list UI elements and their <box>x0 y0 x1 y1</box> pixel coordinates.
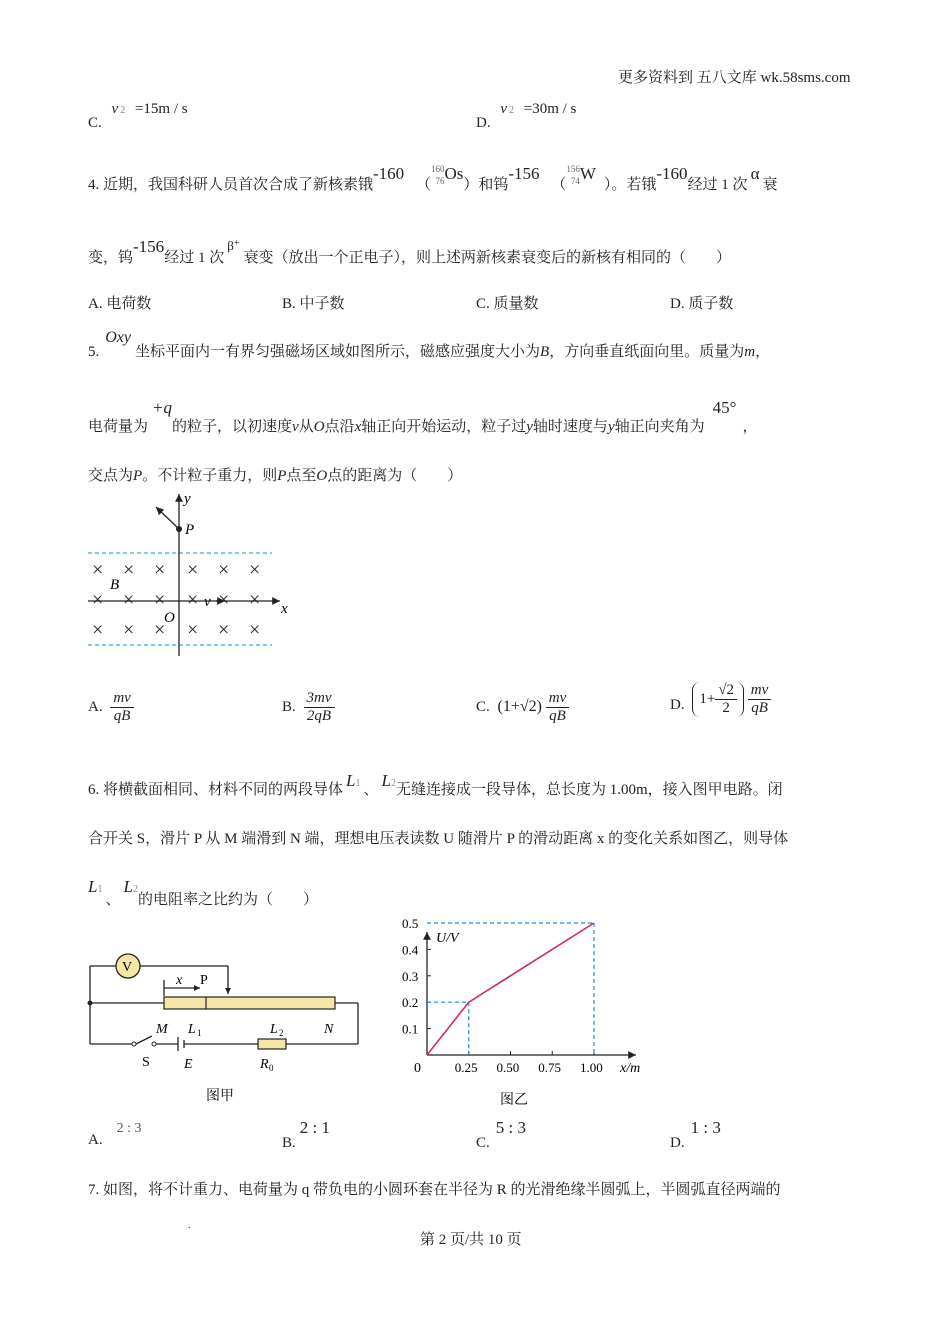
svg-text:M: M <box>156 1022 168 1037</box>
y-tick-label: 0.3 <box>402 968 419 984</box>
q5-line1: 5.Oxy坐标平面内一有界匀强磁场区域如图所示，磁感应强度大小为B，方向垂直纸面向里。质量为m， <box>88 329 771 360</box>
u-axis-label: U/V <box>436 931 459 946</box>
q5-magnetic-field-figure <box>80 488 300 660</box>
q5-option-a: A. $\frac{mv}{qB}$ <box>88 690 134 725</box>
svg-text:N: N <box>324 1022 334 1037</box>
y-tick-label: 0.2 <box>402 995 419 1011</box>
q4-line2: 变，钨-156经过 1 次β+衰变（放出一个正电子），则上述两新核素衰变后的新核有相同的（ ） <box>88 237 731 266</box>
footer-dot: . <box>188 1220 191 1231</box>
svg-text:×: × <box>187 559 199 581</box>
svg-text:V: V <box>122 960 133 975</box>
x-tick-label: 1.00 <box>580 1060 603 1075</box>
circuit-caption: 图甲 <box>206 1089 234 1104</box>
q6-option-b: B.2 : 1 <box>282 1118 330 1151</box>
svg-text:×: × <box>92 619 104 641</box>
header-note: 更多资料到 五八文库 wk.58sms.com <box>618 70 851 86</box>
q4-option-d: D. 质子数 <box>670 296 734 312</box>
q5-option-d: D. 1+ $\frac{√2}{2}$ $\frac{mv}{qB}$ <box>670 682 771 717</box>
x-tick-label: 0.25 <box>454 1060 478 1075</box>
x-axis-label: x <box>281 601 288 617</box>
q6-option-c: C.5 : 3 <box>476 1118 526 1151</box>
svg-text:×: × <box>123 589 135 611</box>
x-tick-label: 0.75 <box>538 1060 561 1075</box>
svg-text:P: P <box>200 973 208 988</box>
v-label: v <box>204 594 211 610</box>
q6-option-a: A.2 : 3 <box>88 1121 142 1148</box>
svg-text:L: L <box>188 1022 196 1037</box>
svg-text:×: × <box>123 559 135 581</box>
svg-text:×: × <box>187 589 199 611</box>
q3-option-d: D. v 2 =30m / s <box>476 101 577 131</box>
p-label: P <box>185 522 195 538</box>
svg-text:×: × <box>249 619 261 641</box>
q6-circuit-figure <box>80 948 370 1108</box>
svg-text:×: × <box>154 589 166 611</box>
svg-text:×: × <box>154 559 166 581</box>
q5-line2: 电荷量为+q的粒子，以初速度v从O点沿x轴正向开始运动，粒子过y轴时速度与y轴正向夹角为45°， <box>88 398 758 435</box>
q6-line1: 6. 将横截面相同、材料不同的两段导体 L1 、 L2无缝连接成一段导体，总长度为 1.00m，接入图甲电路。闭 <box>88 771 783 798</box>
svg-text:×: × <box>123 619 135 641</box>
y-axis-label: y <box>184 491 191 507</box>
svg-text:×: × <box>249 559 261 581</box>
svg-text:×: × <box>218 619 230 641</box>
chart-caption: 图乙 <box>500 1093 528 1108</box>
origin-label: 0 <box>414 1061 421 1076</box>
q6-line3: L1、L2的电阻率之比约为（ ） <box>88 877 318 908</box>
field-crosses <box>92 559 260 641</box>
y-tick-label: 0.1 <box>402 1021 419 1037</box>
svg-text:E: E <box>184 1057 193 1072</box>
origin-label: O <box>164 610 175 626</box>
x-tick-label: 0.50 <box>496 1060 520 1075</box>
footer-page-number: 第 2 页/共 10 页 <box>420 1232 522 1248</box>
svg-text:×: × <box>218 559 230 581</box>
q4-option-a: A. 电荷数 <box>88 296 152 312</box>
svg-text:×: × <box>92 589 104 611</box>
q4-option-c: C. 质量数 <box>476 296 539 312</box>
q6-u-x-chart <box>396 916 662 1110</box>
svg-text:×: × <box>92 559 104 581</box>
q3-option-c: C. v 2 =15m / s <box>88 101 188 131</box>
q6-option-d: D.1 : 3 <box>670 1118 721 1151</box>
q5-option-c: C. (1+√2) $\frac{mv}{qB}$ <box>476 690 569 725</box>
svg-text:×: × <box>249 589 261 611</box>
svg-text:1: 1 <box>197 1028 202 1038</box>
resistor-r0 <box>258 1039 286 1049</box>
svg-text:S: S <box>142 1055 150 1070</box>
svg-text:×: × <box>187 619 199 641</box>
svg-text:L: L <box>270 1022 278 1037</box>
svg-text:R: R <box>260 1057 269 1072</box>
q4-option-b: B. 中子数 <box>282 296 345 312</box>
q7-line1: 7. 如图，将不计重力、电荷量为 q 带负电的小圆环套在半径为 R 的光滑绝缘半圆弧上，半圆弧直径两端的 <box>88 1182 781 1198</box>
q5-option-b: B. $\frac{3mv}{2qB}$ <box>282 690 335 725</box>
svg-text:x: x <box>176 973 183 988</box>
x-axis-label: x/m <box>620 1061 641 1076</box>
y-tick-label: 0.4 <box>402 942 419 958</box>
y-tick-label: 0.5 <box>402 916 419 931</box>
q5-line3: 交点为P。不计粒子重力，则P点至O点的距离为（ ） <box>88 468 463 484</box>
svg-text:0: 0 <box>269 1063 274 1073</box>
svg-text:×: × <box>154 619 166 641</box>
q4-line1: 4. 近期，我国科研人员首次合成了新核素锇-160 （ 160 76 Os）和钨-156 （ 156 74 W）。若锇-160经过 1 次α衰 <box>88 164 778 193</box>
b-label: B <box>110 577 120 593</box>
q6-line2: 合开关 S，滑片 P 从 M 端滑到 N 端，理想电压表读数 U 随滑片 P 的滑动距离 x 的变化关系如图乙，则导体 <box>88 831 789 847</box>
svg-text:×: × <box>218 589 230 611</box>
svg-text:2: 2 <box>279 1028 284 1038</box>
velocity-at-p-arrow <box>156 507 179 529</box>
conductor-bar <box>164 997 335 1009</box>
